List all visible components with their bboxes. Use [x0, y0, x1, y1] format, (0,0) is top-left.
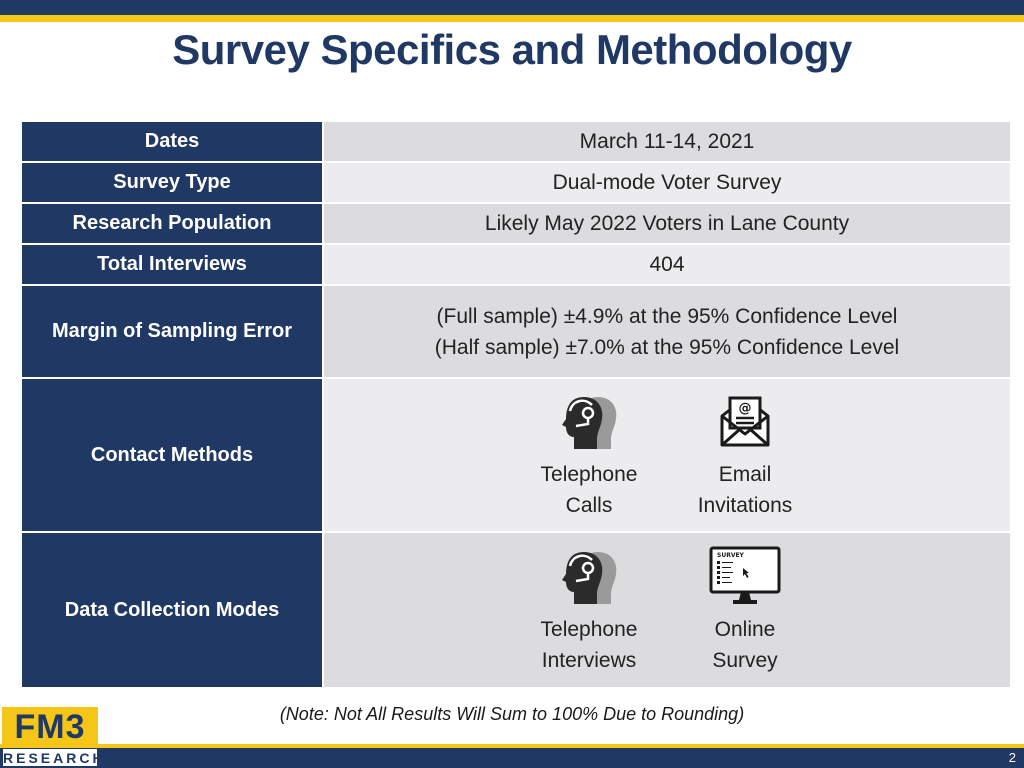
mode-label-line1: Online [714, 618, 776, 641]
row-value [324, 122, 1010, 161]
page-title: Survey Specifics and Methodology [172, 26, 852, 73]
row-label: Research Population [22, 204, 324, 243]
dates-value: March 11-14, 2021 [579, 130, 755, 153]
table-row-contact-methods [22, 379, 1010, 533]
half-sample-margin: (Half sample) ±7.0% at the 95% Confidence Level [434, 335, 900, 359]
row-label: Total Interviews [22, 245, 324, 284]
research-population-value: Likely May 2022 Voters in Lane County [484, 212, 850, 235]
row-label: Margin of Sampling Error [22, 286, 324, 377]
row-label: Dates [22, 122, 324, 161]
row-value [324, 163, 1010, 202]
email-envelope-icon [719, 389, 771, 453]
row-value [324, 245, 1010, 284]
row-label: Data Collection Modes [22, 533, 324, 687]
top-navy-bar [0, 0, 1024, 15]
total-interviews-value: 404 [649, 253, 685, 276]
table-row-data-collection [22, 533, 1010, 687]
logo-wordmark: RESEARCH [3, 750, 106, 766]
top-gold-stripe [0, 15, 1024, 22]
table-row-margin-of-error [22, 286, 1010, 379]
full-sample-margin: (Full sample) ±4.9% at the 95% Confidence Level [436, 304, 898, 328]
table-row-research-population [22, 204, 1010, 245]
row-value [324, 379, 1010, 531]
monitor-screen-text: SURVEY [717, 552, 744, 559]
row-value [324, 533, 1010, 687]
mode-label-line2: Survey [712, 649, 778, 672]
headset-person-icon [558, 544, 620, 608]
headset-person-icon [558, 389, 620, 453]
monitor-survey-icon [709, 544, 781, 608]
fm3-logo [2, 707, 106, 767]
table-row-total-interviews [22, 245, 1010, 286]
method-label-line2: Invitations [697, 494, 793, 517]
mode-telephone-interviews [523, 544, 655, 676]
logo-mark: FM3 [2, 707, 98, 748]
method-label-line1: Email [718, 463, 772, 486]
method-label-line2: Calls [565, 494, 613, 517]
contact-method-list [523, 389, 811, 521]
row-value [324, 286, 1010, 377]
bottom-navy-bar [0, 748, 1024, 768]
table-row-survey-type [22, 163, 1010, 204]
row-value [324, 204, 1010, 243]
row-label: Contact Methods [22, 379, 324, 531]
survey-type-value: Dual-mode Voter Survey [552, 171, 782, 194]
method-label-line1: Telephone [540, 463, 638, 486]
mode-label-line2: Interviews [541, 649, 637, 672]
mode-label-line1: Telephone [540, 618, 638, 641]
method-telephone-calls [523, 389, 655, 521]
row-label: Survey Type [22, 163, 324, 202]
methodology-table [22, 122, 1010, 687]
page-number: 2 [1008, 750, 1016, 765]
mode-online-survey [679, 544, 811, 676]
rounding-note: (Note: Not All Results Will Sum to 100% Due to Rounding) [279, 704, 745, 724]
svg-text:@: @ [738, 401, 752, 416]
method-email-invitations [679, 389, 811, 521]
table-row-dates [22, 122, 1010, 163]
collection-mode-list [523, 544, 811, 676]
